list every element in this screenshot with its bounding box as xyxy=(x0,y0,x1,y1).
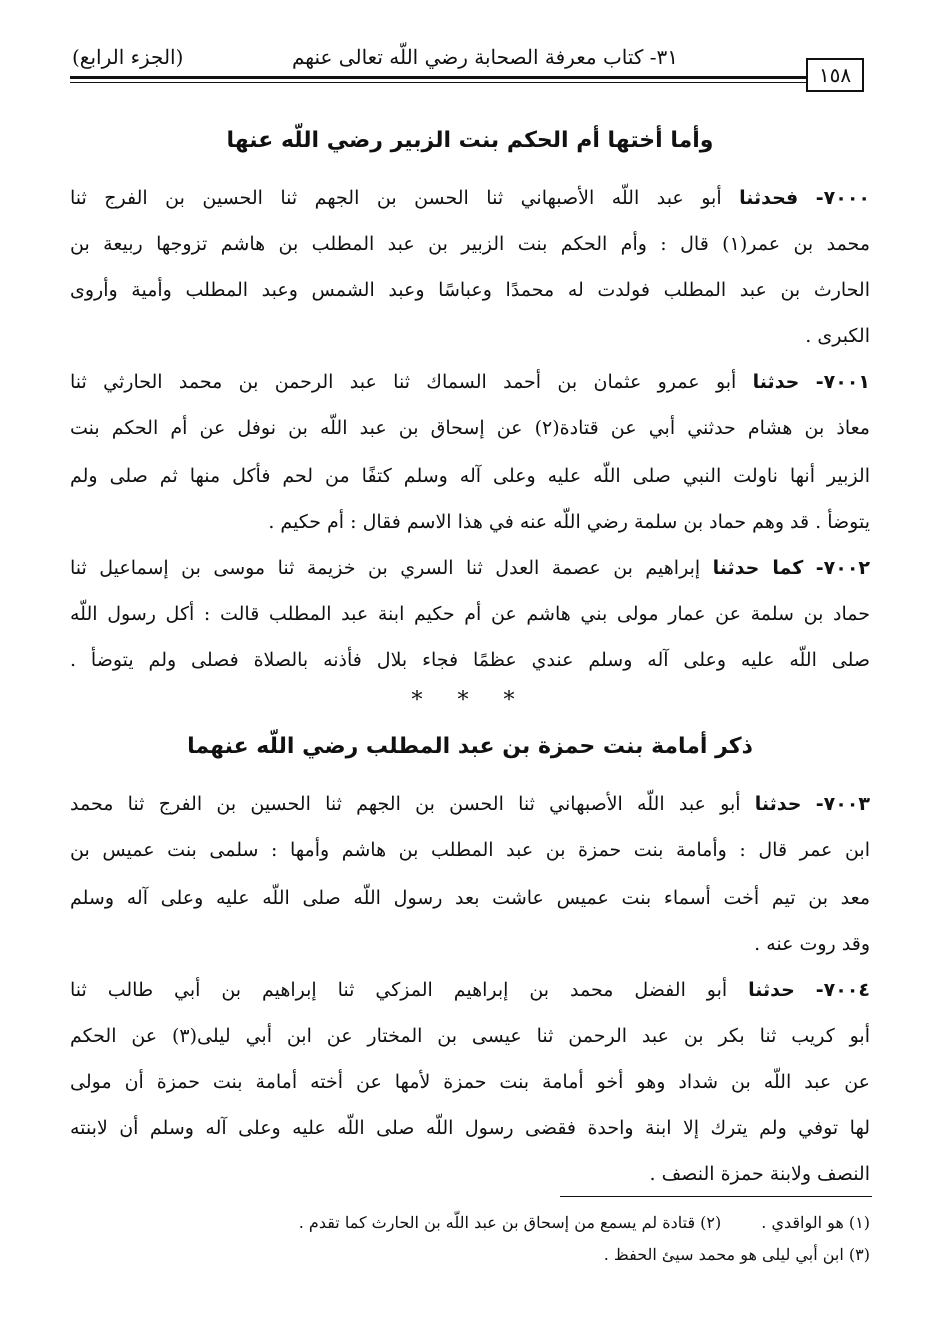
hadith-line: حماد بن سلمة عن عمار مولى بني هاشم عن أم حكيم ابنة عبد المطلب قالت : أكل رسول اللّه xyxy=(70,603,870,625)
hadith-line: يتوضأ . قد وهم حماد بن سلمة رضي اللّه عنه في هذا الاسم فقال : أم حكيم . xyxy=(268,511,870,533)
hadith-line: الكبرى . xyxy=(805,325,870,347)
hadith-number: ٧٠٠١- xyxy=(815,371,870,393)
hadith-line: معاذ بن هشام حدثني أبي عن قتادة(٢) عن إسحاق بن عبد اللّه بن نوفل عن أم الحكم بنت xyxy=(70,417,870,439)
page-number: ١٥٨ xyxy=(806,58,864,92)
hadith-lead: كما حدثنا xyxy=(712,557,804,579)
footnote: (٣) ابن أبي ليلى هو محمد سيئ الحفظ . xyxy=(603,1245,870,1264)
header-rule-thick xyxy=(70,76,806,79)
hadith-line: لها توفي ولم يترك إلا ابنة واحدة فقضى رسول اللّه صلى اللّه عليه وعلى آله وسلم أن لابنته xyxy=(70,1117,870,1139)
hadith-number: ٧٠٠٤- xyxy=(815,979,870,1001)
hadith-line: ٧٠٠٢- كما حدثنا إبراهيم بن عصمة العدل ثنا السري بن خزيمة ثنا موسى بن إسماعيل ثنا xyxy=(70,557,870,579)
section-heading: ذكر أمامة بنت حمزة بن عبد المطلب رضي اللّه عنهما xyxy=(187,734,753,759)
hadith-line: أبو كريب ثنا بكر بن عبد الرحمن ثنا عيسى بن المختار عن ابن أبي ليلى(٣) عن الحكم xyxy=(70,1025,870,1047)
hadith-number: ٧٠٠٠- xyxy=(815,187,870,209)
hadith-line: الحارث بن عبد المطلب فولدت له محمدًا وعباسًا وعبد الشمس وعبد المطلب وأمية وأروى xyxy=(70,279,870,301)
hadith-line: محمد بن عمر(١) قال : وأم الحكم بنت الزبير بن عبد المطلب بن هاشم تزوجها ربيعة بن xyxy=(70,233,870,255)
hadith-lead: حدثنا xyxy=(752,371,800,393)
header-rule-thin xyxy=(70,82,806,83)
hadith-lead: حدثنا xyxy=(754,793,802,815)
footnote-rule xyxy=(560,1196,872,1197)
hadith-line: الزبير أنها ناولت النبي صلى اللّه عليه وعلى آله وسلم كتفًا من لحم فأكل منها ثم صلى ولم xyxy=(70,465,870,487)
hadith-line: صلى اللّه عليه وعلى آله وسلم عندي عظمًا فجاء بلال فأذنه بالصلاة فصلى ولم يتوضأ . xyxy=(70,649,870,671)
hadith-line: وقد روت عنه . xyxy=(754,933,870,955)
volume-label: (الجزء الرابع) xyxy=(72,45,184,69)
hadith-line: ٧٠٠١- حدثنا أبو عمرو عثمان بن أحمد السماك ثنا عبد الرحمن بن محمد الحارثي ثنا xyxy=(70,371,870,393)
footnote: (١) هو الواقدي . xyxy=(761,1213,870,1232)
hadith-line: ٧٠٠٠- فحدثنا أبو عبد اللّه الأصبهاني ثنا الحسن بن الجهم ثنا الحسين بن الفرج ثنا xyxy=(70,187,870,209)
hadith-line: ابن عمر قال : وأمامة بنت حمزة بن عبد المطلب بن هاشم وأمها : سلمى بنت عميس بن xyxy=(70,839,870,861)
hadith-number: ٧٠٠٢- xyxy=(815,557,870,579)
running-title: ٣١- كتاب معرفة الصحابة رضي اللّه تعالى عنهم xyxy=(291,45,679,69)
hadith-lead: فحدثنا xyxy=(739,187,799,209)
hadith-line: ٧٠٠٤- حدثنا أبو الفضل محمد بن إبراهيم المزكي ثنا إبراهيم بن أبي طالب ثنا xyxy=(70,979,870,1001)
footnote-line xyxy=(70,1208,870,1238)
hadith-lead: حدثنا xyxy=(748,979,795,1001)
footnote-line xyxy=(70,1240,870,1270)
section-heading: وأما أختها أم الحكم بنت الزبير رضي اللّه عنها xyxy=(226,128,714,153)
section-separator: * * * xyxy=(411,688,529,713)
hadith-number: ٧٠٠٣- xyxy=(815,793,870,815)
hadith-line: معد بن تيم أخت أسماء بنت عميس عاشت بعد رسول اللّه صلى اللّه عليه وعلى آله وسلم xyxy=(70,887,870,909)
hadith-line: النصف ولابنة حمزة النصف . xyxy=(649,1163,870,1185)
footnote: (٢) قتادة لم يسمع من إسحاق بن عبد اللّه بن الحارث كما تقدم . xyxy=(298,1213,722,1232)
hadith-line: ٧٠٠٣- حدثنا أبو عبد اللّه الأصبهاني ثنا الحسن بن الجهم ثنا الحسين بن الفرج ثنا محمد xyxy=(70,793,870,815)
hadith-line: عن عبد اللّه بن شداد وهو أخو أمامة بنت حمزة لأمها عن أخته أمامة بنت حمزة أن مولى xyxy=(70,1071,870,1093)
